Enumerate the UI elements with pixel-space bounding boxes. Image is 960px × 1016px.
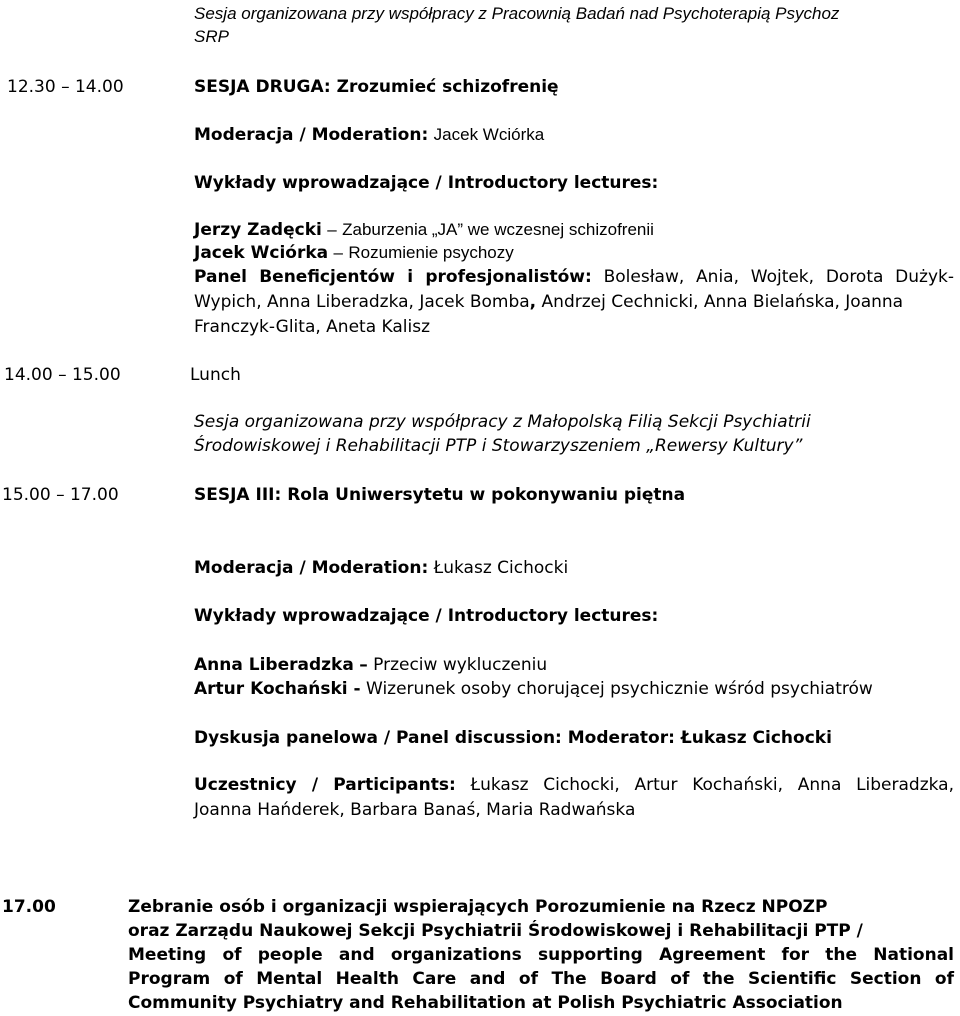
session3-participants-line2: Joanna Hańderek, Barbara Banaś, Maria Radwańska [194,800,636,820]
session3-lecture1-dash: – [359,655,368,675]
session3-cooperation-note-line2: Środowiskowej i Rehabilitacji PTP i Stowarzyszeniem „Rewersy Kultury” [194,436,803,456]
session2-moderation [194,123,544,147]
session2-panel-line2 [194,291,903,314]
session2-time-end: 14.00 [74,77,124,97]
session3-lecture1-speaker: Anna Liberadzka [194,655,354,675]
session3-participants-label: Uczestnicy / Participants: [194,775,456,795]
session2-lecture1-dash: – [327,220,337,239]
session3-moderation-label: Moderacja / Moderation: [194,558,429,578]
session3-lecture1-title: Przeciw wykluczeniu [373,655,548,675]
session3-time-dash: – [56,485,65,505]
closing-line4: Program of Mental Health Care and of The Board of the Scientific Section of [128,969,954,989]
session3-moderation-name: Łukasz Cichocki [433,558,569,578]
session3-panel-discussion: Dyskusja panelowa / Panel discussion: Moderator: Łukasz Cichocki [194,728,832,748]
session3-participants-names-line1: Łukasz Cichocki, Artur Kochański, Anna Liberadzka, [470,775,954,795]
session2-panel-line3: Franczyk-Glita, Aneta Kalisz [194,317,431,337]
session2-time-start: 12.30 [7,77,56,97]
closing-line2: oraz Zarządu Naukowej Sekcji Psychiatrii Środowiskowej i Rehabilitacji PTP / [128,921,863,941]
session3-time [2,484,119,507]
session2-cooperation-note-line1: Sesja organizowana przy współpracy z Pracownią Badań nad Psychoterapią Psychoz [194,4,840,23]
session2-panel-line1-names: Bolesław, Ania, Wojtek, Dorota Dużyk- [603,267,955,287]
session2-panel-line1 [194,266,954,289]
session2-panel-line2-b: Andrzej Cechnicki, Anna Bielańska, Joanna [536,292,904,312]
session2-lecture-2 [194,241,514,265]
session2-time [7,76,124,99]
session3-title: SESJA III: Rola Uniwersytetu w pokonywaniu piętna [194,485,686,505]
session2-moderation-label: Moderacja / Moderation: [194,125,429,145]
session2-panel-line2-a: Wypich, Anna Liberadzka, Jacek Bomba [194,292,530,312]
session3-moderation [194,557,568,580]
session2-lecture2-speaker: Jacek Wciórka [194,243,329,263]
session2-panel-line2-comma: , [529,292,537,312]
session3-lecture-1 [194,654,547,677]
session3-cooperation-note-line1: Sesja organizowana przy współpracy z Małopolską Filią Sekcji Psychiatrii [194,412,811,432]
session2-cooperation-note-line2: SRP [194,27,229,46]
closing-time: 17.00 [2,897,56,917]
lunch-label: Lunch [190,365,241,385]
session3-lecture-2 [194,678,873,701]
lunch-time [4,364,121,387]
closing-line5: Community Psychiatry and Rehabilitation at Polish Psychiatric Association [128,993,843,1013]
session2-lecture1-speaker: Jerzy Zadęcki [194,220,322,240]
session3-time-end: 17.00 [69,485,119,505]
session2-lecture2-title: Rozumienie psychozy [348,243,514,262]
session2-lectures-label: Wykłady wprowadzające / Introductory lectures: [194,173,659,193]
session2-moderation-name: Jacek Wciórka [433,125,545,144]
closing-line1: Zebranie osób i organizacji wspierających Porozumienie na Rzecz NPOZP [128,897,828,917]
session3-time-start: 15.00 [2,485,51,505]
session2-panel-label: Panel Beneficjentów i profesjonalistów: [194,267,592,287]
session3-participants-line1 [194,774,954,797]
session3-lectures-label: Wykłady wprowadzające / Introductory lectures: [194,606,659,626]
lunch-time-end: 15.00 [71,365,121,385]
session2-lecture-1 [194,218,654,242]
session2-lecture2-dash: – [333,243,343,262]
session2-time-dash: – [61,77,70,97]
session2-lecture1-title: Zaburzenia „JA” we wczesnej schizofrenii [342,220,654,239]
session2-title: SESJA DRUGA: Zrozumieć schizofrenię [194,77,559,97]
session3-lecture2-title: Wizerunek osoby chorującej psychicznie wśród psychiatrów [366,679,873,699]
lunch-time-dash: – [58,365,67,385]
session3-lecture2-speaker: Artur Kochański - [194,679,361,699]
lunch-time-start: 14.00 [4,365,53,385]
closing-line3: Meeting of people and organizations supporting Agreement for the National [128,945,954,965]
